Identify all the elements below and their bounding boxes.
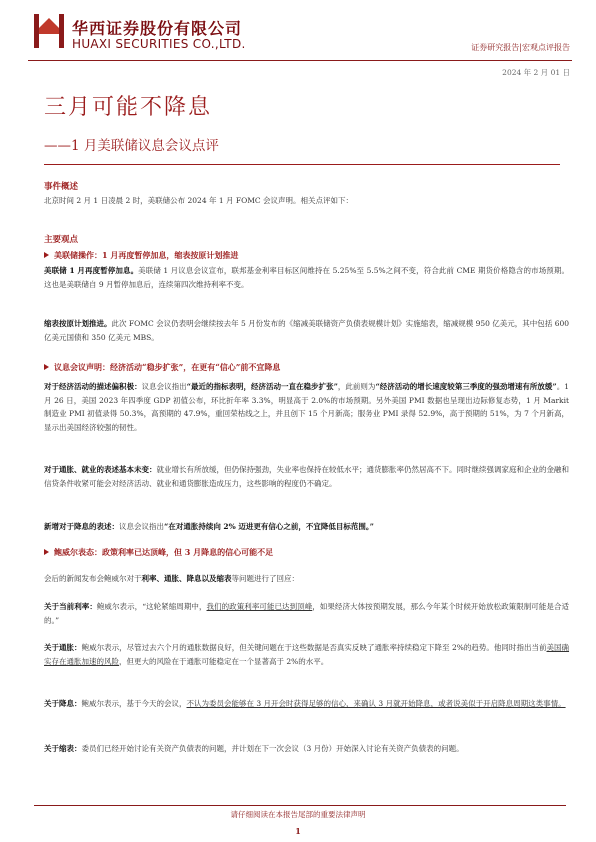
report-date: 2024 年 2 月 01 日 [502, 68, 570, 77]
paragraph-economic-activity: 对于经济活动的描述偏积极：议息会议指出“最近的指标表明，经济活动一直在稳步扩张”，此前则为“经济活动的增长速度较第三季度的强劲增速有所放缓”。1 月 26 日，美国 2023 年四季度 GDP 初值公布，环比折年率 3.3%，明显高于 2.0%的市场预期。另外美国 PMI 数据也呈现出边际修复态势，1 月 Markit 制造业 PMI 初值录得 50.3%，高预期的 47.9%，重回荣枯线之上，并且创下 15 个月新高；服务业 PMI 录得 52.9%，高于预期的 51%，为 7 个月新高，显示出美国经济较强的韧性。 [44, 382, 570, 432]
event-paragraph: 北京时间 2 月 1 日凌晨 2 时，美联储公布 2024 年 1 月 FOMC 会议声明。相关点评如下： [44, 196, 354, 205]
paragraph-inflation: 关于通胀：鲍威尔表示，尽管过去六个月的通胀数据良好，但关键问题在于这些数据是否真实反映了通胀率持续稳定下降至 2%的趋势。他同时指出当前美国确实存在通胀加速的风险，但更大的风险在于通胀可能稳定在一个显著高于 2%的水平。 [44, 643, 570, 666]
header-divider [28, 60, 572, 61]
company-logo [34, 14, 64, 48]
section-event-title: 事件概述 [44, 182, 79, 192]
company-name-en: HUAXI SECURITIES CO.,LTD. [72, 37, 246, 51]
report-subtitle: ——1 月美联储议息会议点评 [44, 138, 219, 154]
paragraph-rate-pause: 美联储 1 月再度暂停加息。美联储 1 月议息会议宣布，联邦基金利率目标区间维持在 5.25%至 5.5%之间不变，符合此前 CME 期货价格隐含的市场预期。这也是美联储自 9 月暂停加息后，连续第四次维持利率不变。 [44, 266, 569, 289]
paragraph-balance-sheet-reduction: 关于缩表：委员们已经开始讨论有关资产负债表的问题，并计划在下一次会议（3 月份）开始深入讨论有关资产负债表的问题。 [44, 744, 464, 753]
triangle-bullet-icon [44, 549, 49, 555]
title-divider [44, 164, 560, 165]
section-main-title: 主要观点 [44, 235, 79, 245]
page-number: 1 [295, 826, 301, 836]
paragraph-press-conference: 会后的新闻发布会鲍威尔对于利率、通胀、降息以及缩表等问题进行了回应： [44, 574, 299, 583]
bullet-heading-fed-operation: 美联储操作：1 月再度暂停加息，缩表按原计划推进 [44, 250, 238, 261]
triangle-bullet-icon [44, 252, 49, 258]
paragraph-current-rate: 关于当前利率：鲍威尔表示，“这轮紧缩周期中，我们的政策利率可能已达到顶峰，如果经济大体按预期发展，那么今年某个时候开始放松政策限制可能是合适的。” [44, 602, 570, 625]
bullet-heading-powell: 鲍威尔表态：政策利率已达顶峰，但 3 月降息的信心可能不足 [44, 547, 273, 558]
report-title: 三月可能不降息 [44, 95, 213, 120]
paragraph-rate-cut-statement: 新增对于降息的表述：议息会议指出“在对通胀持续向 2% 迈进更有信心之前，不宜降低目标范围。” [44, 522, 374, 531]
company-name-cn: 华西证券股份有限公司 [72, 19, 243, 38]
bullet-heading-statement: 议息会议声明：经济活动“稳步扩张”，在更有“信心”前不宜降息 [44, 362, 280, 373]
paragraph-inflation-employment: 对于通胀、就业的表述基本未变：就业增长有所放缓，但仍保持强劲，失业率也保持在较低水平；通货膨胀率仍然居高不下。同时继续强调家庭和企业的金融和信贷条件收紧可能会对经济活动、就业和通货膨胀造成压力，这些影响的程度仍不确定。 [44, 465, 569, 488]
paragraph-balance-sheet: 缩表按原计划推进。此次 FOMC 会议仍表明会继续按去年 5 月份发布的《缩减美联储资产负债表规模计划》实施缩表，缩减规模 950 亿美元，其中包括 600 亿美元国债和 350 亿美元 MBS。 [44, 319, 570, 342]
paragraph-rate-cut: 关于降息：鲍威尔表示，基于今天的会议，不认为委员会能够在 3 月开会时获得足够的信心，来确认 3 月就开始降息，或者说美似于开启降息周期这类事情。 [44, 699, 566, 708]
report-type: 证券研究报告|宏观点评报告 [471, 43, 570, 52]
footer-divider [34, 805, 566, 806]
triangle-bullet-icon [44, 364, 49, 370]
legal-disclaimer-note: 请仔细阅读在本报告尾部的重要法律声明 [230, 810, 366, 819]
